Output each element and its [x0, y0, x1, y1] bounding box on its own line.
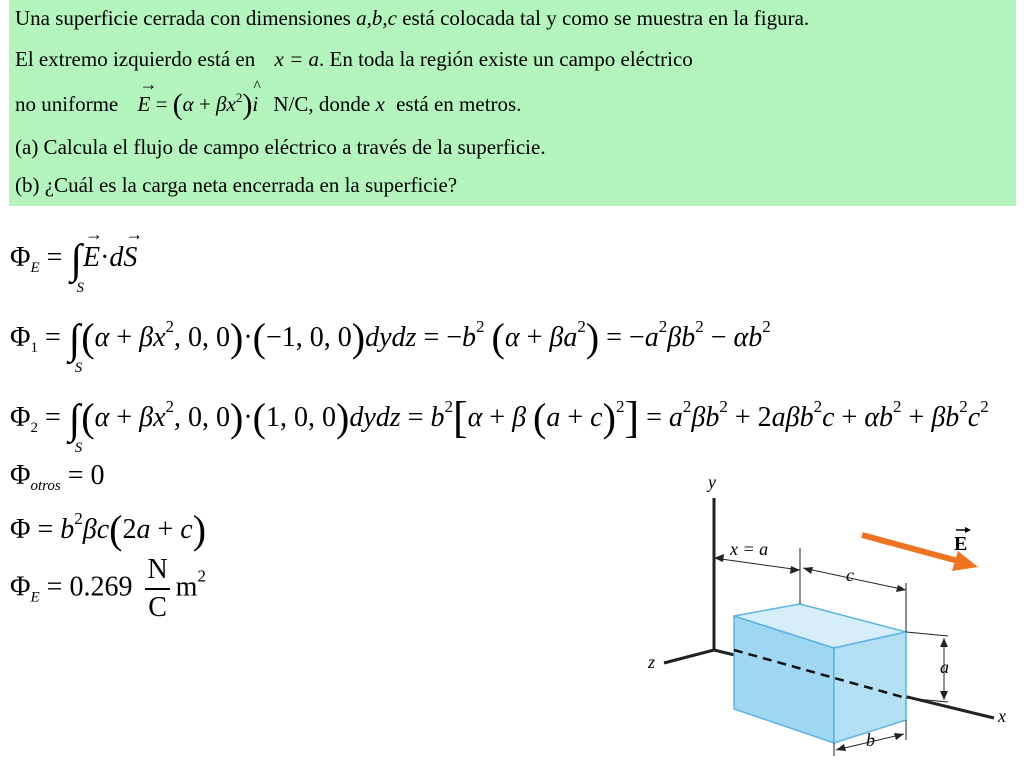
problem-line-1-text-b: está colocada tal y como se muestra en la figura. [402, 6, 810, 30]
c-dimension-label: c [846, 565, 854, 585]
flux-face-1-equation: $\Phi_1$ = ∫ S ($\alpha + \beta x^2$, 0, 0)·(−1, 0, 0)dydz = $-b^2$ $(\alpha + \beta a^2) = -a^2\beta b^2 - \alpha b^2$ [10, 315, 771, 376]
z-axis [664, 650, 714, 663]
a-dimension-label: a [940, 657, 949, 677]
field-equation: → $E = (\alpha + \beta x^2)\^{}$ i [137, 92, 258, 116]
c-dimension-line [803, 568, 906, 590]
flux-face-2-equation: $\Phi_2$ = ∫ S ($\alpha + \beta x^2$, 0, 0)·(1, 0, 0)dydz = $b^2[\alpha + \beta$ $(a + c)^2] = a^2\beta b^2 + 2a\beta b^2c + \alpha b^2 + \beta b^2c^2$ [10, 393, 989, 456]
electric-field-arrow [862, 535, 958, 561]
total-flux-symbolic-equation: $\Phi = b^2\beta c(2a + c)$ [10, 507, 207, 552]
flux-other-faces-equation: $\Phi_{otros} = 0$ [10, 460, 105, 494]
field-units-text: N/C, donde [273, 92, 371, 116]
flux-value: 0.269 [69, 571, 133, 603]
b-dimension-label: b [866, 730, 875, 750]
electric-field-label: E [954, 533, 968, 555]
z-axis-label: z [648, 652, 656, 672]
question-part-b: (b) ¿Cuál es la carga neta encerrada en la superficie? [15, 173, 458, 197]
unit-denominator: C [148, 592, 167, 623]
problem-line-2-text-b: . En toda la región existe un campo eléctrico [319, 47, 693, 71]
y-axis-label: y [708, 472, 716, 492]
dimension-variables: a,b,c [356, 6, 397, 30]
x-axis-label: x [998, 706, 1006, 726]
x-equals-a-label: x = a [730, 539, 769, 559]
x-equals-a-dimension-line [714, 558, 800, 570]
flux-definition-equation: $\Phi_E$ = ∫ S → E·d→ S [10, 236, 137, 284]
unit-numerator: N [145, 552, 169, 590]
problem-line-3-text-b: está en metros. [396, 92, 522, 116]
unit-area: m [175, 571, 198, 603]
position-variable: x [375, 92, 385, 116]
left-end-equation: x = a [274, 47, 319, 71]
problem-line-1-text-a: Una superficie cerrada con dimensiones [15, 6, 351, 30]
other-faces-subscript: otros [30, 478, 61, 494]
total-flux-numeric-equation: $\Phi_E = 0.269$ $\frac{N}{C}$ $m^2$ [10, 552, 206, 626]
problem-line-2-text-a: El extremo izquierdo está en [15, 47, 256, 71]
problem-line-3-text-a: no uniforme [15, 92, 119, 116]
question-part-a: (a) Calcula el flujo de campo eléctrico a través de la superficie. [15, 135, 546, 159]
